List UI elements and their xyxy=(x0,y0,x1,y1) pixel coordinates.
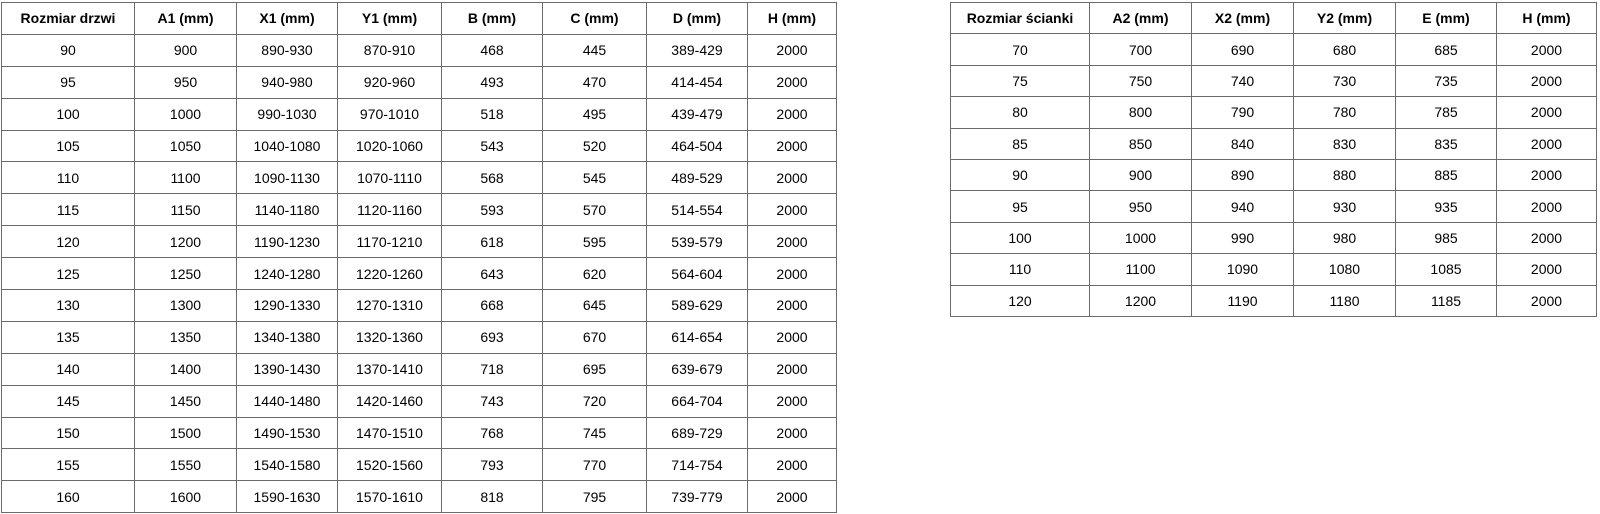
table-cell: 135 xyxy=(2,321,135,353)
table-cell: 1020-1060 xyxy=(338,130,442,162)
table-cell: 680 xyxy=(1294,34,1396,65)
table-cell: 1000 xyxy=(135,98,237,130)
table-cell: 740 xyxy=(1192,65,1294,96)
table-cell: 1400 xyxy=(135,353,237,385)
table-cell: 100 xyxy=(951,222,1090,253)
table-row xyxy=(2,66,837,98)
table-cell: 2000 xyxy=(1497,222,1597,253)
wall-table-header-row xyxy=(951,3,1597,34)
table-cell: 90 xyxy=(951,159,1090,190)
table-cell: 75 xyxy=(951,65,1090,96)
table-cell: 110 xyxy=(951,254,1090,285)
table-row xyxy=(2,34,837,66)
table-cell: 900 xyxy=(135,34,237,66)
column-header: Rozmiar ścianki xyxy=(951,3,1090,34)
table-cell: 743 xyxy=(442,385,543,417)
table-cell: 620 xyxy=(543,258,647,290)
table-cell: 985 xyxy=(1396,222,1497,253)
table-cell: 2000 xyxy=(748,66,837,98)
table-row xyxy=(2,385,837,417)
table-cell: 90 xyxy=(2,34,135,66)
column-header: H (mm) xyxy=(1497,3,1597,34)
table-cell: 900 xyxy=(1090,159,1192,190)
table-cell: 100 xyxy=(2,98,135,130)
table-cell: 739-779 xyxy=(647,481,748,513)
table-cell: 2000 xyxy=(748,321,837,353)
table-cell: 145 xyxy=(2,385,135,417)
column-header: C (mm) xyxy=(543,3,647,35)
table-cell: 570 xyxy=(543,194,647,226)
table-cell: 120 xyxy=(2,226,135,258)
table-cell: 1140-1180 xyxy=(237,194,338,226)
column-header: X1 (mm) xyxy=(237,3,338,35)
column-header: A1 (mm) xyxy=(135,3,237,35)
table-cell: 1350 xyxy=(135,321,237,353)
table-cell: 85 xyxy=(951,128,1090,159)
table-cell: 2000 xyxy=(748,385,837,417)
table-cell: 2000 xyxy=(1497,65,1597,96)
table-row xyxy=(2,449,837,481)
table-cell: 1190 xyxy=(1192,285,1294,316)
wall-sizes-table xyxy=(950,2,1597,317)
table-cell: 414-454 xyxy=(647,66,748,98)
table-cell: 1540-1580 xyxy=(237,449,338,481)
table-cell: 1320-1360 xyxy=(338,321,442,353)
table-cell: 2000 xyxy=(748,290,837,322)
table-cell: 1270-1310 xyxy=(338,290,442,322)
table-row xyxy=(951,191,1597,222)
table-cell: 793 xyxy=(442,449,543,481)
column-header: H (mm) xyxy=(748,3,837,35)
table-cell: 730 xyxy=(1294,65,1396,96)
table-cell: 445 xyxy=(543,34,647,66)
table-cell: 735 xyxy=(1396,65,1497,96)
table-cell: 685 xyxy=(1396,34,1497,65)
table-cell: 1180 xyxy=(1294,285,1396,316)
table-cell: 720 xyxy=(543,385,647,417)
table-cell: 1100 xyxy=(1090,254,1192,285)
table-cell: 95 xyxy=(2,66,135,98)
table-cell: 643 xyxy=(442,258,543,290)
table-cell: 520 xyxy=(543,130,647,162)
table-cell: 150 xyxy=(2,417,135,449)
table-cell: 850 xyxy=(1090,128,1192,159)
table-cell: 120 xyxy=(951,285,1090,316)
table-cell: 2000 xyxy=(748,162,837,194)
table-cell: 920-960 xyxy=(338,66,442,98)
table-cell: 990 xyxy=(1192,222,1294,253)
table-cell: 595 xyxy=(543,226,647,258)
table-cell: 593 xyxy=(442,194,543,226)
table-cell: 1590-1630 xyxy=(237,481,338,513)
table-cell: 1100 xyxy=(135,162,237,194)
table-row xyxy=(2,98,837,130)
table-cell: 1170-1210 xyxy=(338,226,442,258)
table-cell: 695 xyxy=(543,353,647,385)
table-cell: 1570-1610 xyxy=(338,481,442,513)
table-cell: 930 xyxy=(1294,191,1396,222)
table-cell: 493 xyxy=(442,66,543,98)
table-cell: 890-930 xyxy=(237,34,338,66)
table-cell: 489-529 xyxy=(647,162,748,194)
table-cell: 1090-1130 xyxy=(237,162,338,194)
table-row xyxy=(951,128,1597,159)
table-cell: 1120-1160 xyxy=(338,194,442,226)
table-row xyxy=(2,353,837,385)
table-cell: 2000 xyxy=(1497,191,1597,222)
table-cell: 2000 xyxy=(748,194,837,226)
table-cell: 105 xyxy=(2,130,135,162)
table-cell: 389-429 xyxy=(647,34,748,66)
table-cell: 1300 xyxy=(135,290,237,322)
table-cell: 1290-1330 xyxy=(237,290,338,322)
table-cell: 750 xyxy=(1090,65,1192,96)
table-cell: 543 xyxy=(442,130,543,162)
table-cell: 589-629 xyxy=(647,290,748,322)
table-cell: 664-704 xyxy=(647,385,748,417)
table-row xyxy=(951,97,1597,128)
table-cell: 1200 xyxy=(135,226,237,258)
table-cell: 1490-1530 xyxy=(237,417,338,449)
table-cell: 2000 xyxy=(748,353,837,385)
table-cell: 780 xyxy=(1294,97,1396,128)
table-cell: 1250 xyxy=(135,258,237,290)
table-row xyxy=(951,159,1597,190)
table-cell: 770 xyxy=(543,449,647,481)
table-row xyxy=(2,417,837,449)
table-cell: 1470-1510 xyxy=(338,417,442,449)
table-cell: 1150 xyxy=(135,194,237,226)
table-cell: 1500 xyxy=(135,417,237,449)
table-cell: 2000 xyxy=(1497,254,1597,285)
table-cell: 714-754 xyxy=(647,449,748,481)
table-cell: 693 xyxy=(442,321,543,353)
table-cell: 1200 xyxy=(1090,285,1192,316)
table-cell: 700 xyxy=(1090,34,1192,65)
table-cell: 1370-1410 xyxy=(338,353,442,385)
table-cell: 1185 xyxy=(1396,285,1497,316)
table-row xyxy=(951,34,1597,65)
table-row xyxy=(951,254,1597,285)
table-cell: 2000 xyxy=(1497,34,1597,65)
table-cell: 160 xyxy=(2,481,135,513)
table-row xyxy=(951,285,1597,316)
table-cell: 940-980 xyxy=(237,66,338,98)
table-cell: 1000 xyxy=(1090,222,1192,253)
table-cell: 950 xyxy=(1090,191,1192,222)
table-cell: 639-679 xyxy=(647,353,748,385)
table-cell: 2000 xyxy=(748,34,837,66)
table-cell: 2000 xyxy=(748,449,837,481)
table-cell: 800 xyxy=(1090,97,1192,128)
door-sizes-table xyxy=(1,2,837,513)
table-cell: 1240-1280 xyxy=(237,258,338,290)
table-cell: 125 xyxy=(2,258,135,290)
table-cell: 2000 xyxy=(748,481,837,513)
table-cell: 718 xyxy=(442,353,543,385)
table-cell: 870-910 xyxy=(338,34,442,66)
table-row xyxy=(2,481,837,513)
table-cell: 885 xyxy=(1396,159,1497,190)
table-cell: 140 xyxy=(2,353,135,385)
table-cell: 70 xyxy=(951,34,1090,65)
table-cell: 990-1030 xyxy=(237,98,338,130)
table-cell: 668 xyxy=(442,290,543,322)
table-cell: 1520-1560 xyxy=(338,449,442,481)
table-cell: 568 xyxy=(442,162,543,194)
table-cell: 1085 xyxy=(1396,254,1497,285)
table-cell: 1040-1080 xyxy=(237,130,338,162)
table-cell: 2000 xyxy=(1497,159,1597,190)
table-cell: 464-504 xyxy=(647,130,748,162)
table-row xyxy=(2,321,837,353)
table-row xyxy=(2,130,837,162)
table-cell: 1220-1260 xyxy=(338,258,442,290)
table-cell: 890 xyxy=(1192,159,1294,190)
table-row xyxy=(951,222,1597,253)
table-row xyxy=(951,65,1597,96)
table-cell: 690 xyxy=(1192,34,1294,65)
table-cell: 1550 xyxy=(135,449,237,481)
table-cell: 1440-1480 xyxy=(237,385,338,417)
column-header: Y1 (mm) xyxy=(338,3,442,35)
table-cell: 468 xyxy=(442,34,543,66)
table-cell: 564-604 xyxy=(647,258,748,290)
table-cell: 1050 xyxy=(135,130,237,162)
table-cell: 840 xyxy=(1192,128,1294,159)
table-cell: 1340-1380 xyxy=(237,321,338,353)
table-cell: 880 xyxy=(1294,159,1396,190)
table-cell: 2000 xyxy=(748,226,837,258)
table-cell: 2000 xyxy=(748,258,837,290)
table-cell: 1070-1110 xyxy=(338,162,442,194)
table-cell: 790 xyxy=(1192,97,1294,128)
table-cell: 2000 xyxy=(748,98,837,130)
table-cell: 614-654 xyxy=(647,321,748,353)
table-row xyxy=(2,290,837,322)
table-row xyxy=(2,258,837,290)
table-cell: 2000 xyxy=(1497,285,1597,316)
table-cell: 1190-1230 xyxy=(237,226,338,258)
column-header: B (mm) xyxy=(442,3,543,35)
table-cell: 795 xyxy=(543,481,647,513)
table-cell: 115 xyxy=(2,194,135,226)
table-cell: 155 xyxy=(2,449,135,481)
table-cell: 2000 xyxy=(1497,128,1597,159)
table-cell: 518 xyxy=(442,98,543,130)
table-cell: 689-729 xyxy=(647,417,748,449)
table-cell: 539-579 xyxy=(647,226,748,258)
table-cell: 950 xyxy=(135,66,237,98)
table-cell: 835 xyxy=(1396,128,1497,159)
column-header: D (mm) xyxy=(647,3,748,35)
table-cell: 495 xyxy=(543,98,647,130)
table-cell: 618 xyxy=(442,226,543,258)
table-cell: 970-1010 xyxy=(338,98,442,130)
table-cell: 645 xyxy=(543,290,647,322)
table-row xyxy=(2,194,837,226)
table-cell: 745 xyxy=(543,417,647,449)
table-cell: 1090 xyxy=(1192,254,1294,285)
door-table-header-row xyxy=(2,3,837,35)
column-header: E (mm) xyxy=(1396,3,1497,34)
table-cell: 514-554 xyxy=(647,194,748,226)
table-cell: 1450 xyxy=(135,385,237,417)
table-cell: 130 xyxy=(2,290,135,322)
table-cell: 470 xyxy=(543,66,647,98)
table-cell: 818 xyxy=(442,481,543,513)
table-cell: 670 xyxy=(543,321,647,353)
table-cell: 830 xyxy=(1294,128,1396,159)
table-cell: 545 xyxy=(543,162,647,194)
table-cell: 439-479 xyxy=(647,98,748,130)
table-cell: 2000 xyxy=(1497,97,1597,128)
column-header: Y2 (mm) xyxy=(1294,3,1396,34)
table-cell: 1390-1430 xyxy=(237,353,338,385)
table-cell: 110 xyxy=(2,162,135,194)
table-row xyxy=(2,226,837,258)
table-cell: 935 xyxy=(1396,191,1497,222)
table-cell: 980 xyxy=(1294,222,1396,253)
table-cell: 940 xyxy=(1192,191,1294,222)
table-cell: 785 xyxy=(1396,97,1497,128)
column-header: A2 (mm) xyxy=(1090,3,1192,34)
table-row xyxy=(2,162,837,194)
column-header: Rozmiar drzwi xyxy=(2,3,135,35)
table-cell: 80 xyxy=(951,97,1090,128)
table-cell: 768 xyxy=(442,417,543,449)
table-cell: 2000 xyxy=(748,417,837,449)
column-header: X2 (mm) xyxy=(1192,3,1294,34)
table-cell: 1600 xyxy=(135,481,237,513)
table-cell: 1420-1460 xyxy=(338,385,442,417)
table-cell: 2000 xyxy=(748,130,837,162)
table-cell: 1080 xyxy=(1294,254,1396,285)
table-cell: 95 xyxy=(951,191,1090,222)
